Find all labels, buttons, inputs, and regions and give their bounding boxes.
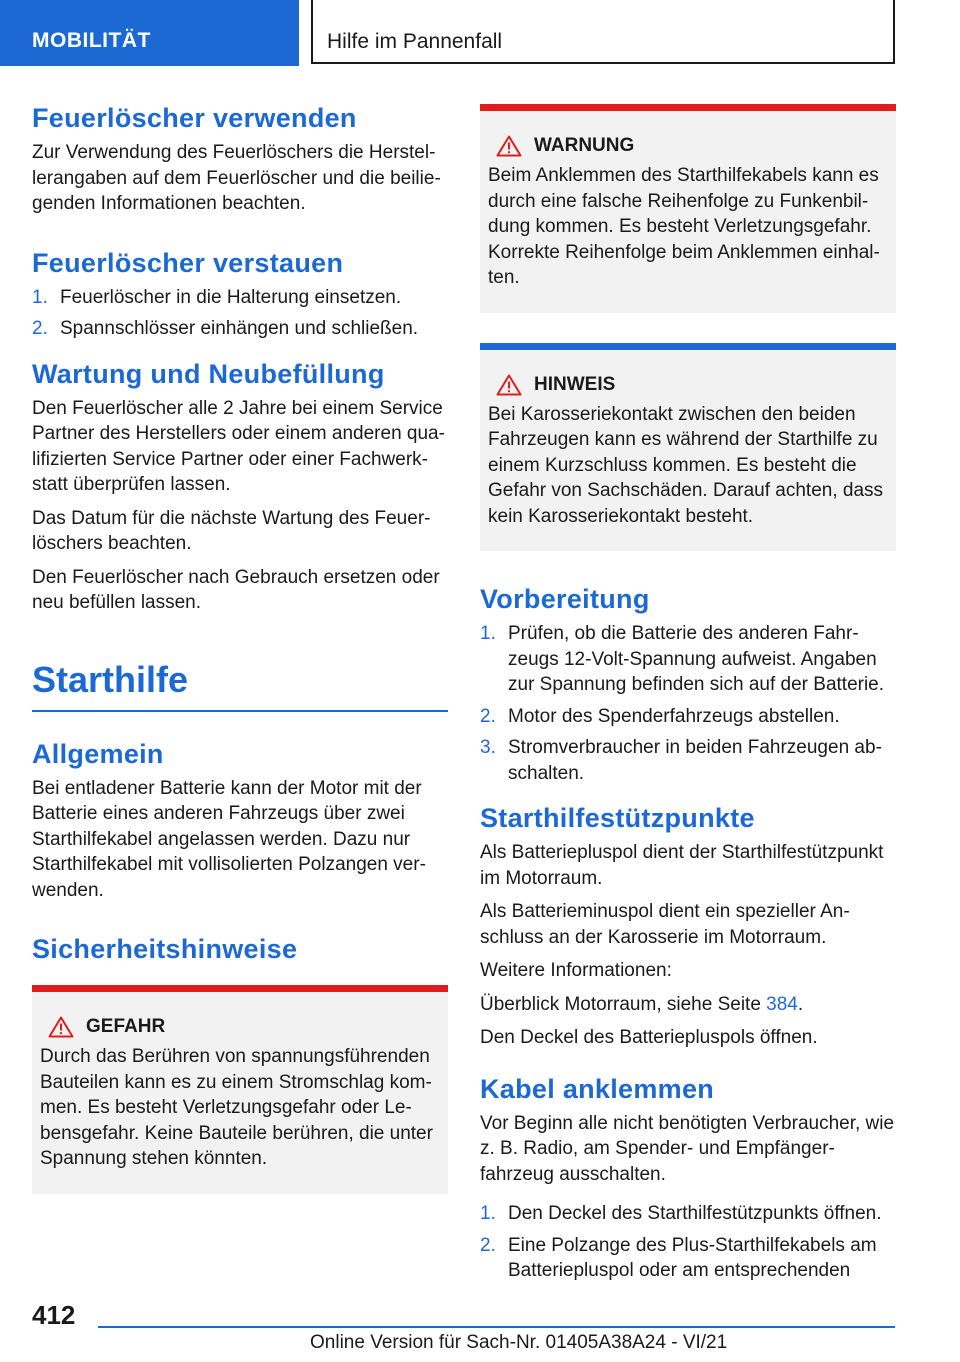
list-item [480, 621, 896, 698]
notice-text: Bei Karosseriekontakt zwischen den beiden Fahrzeugen kann es während der Starthilfe zu einem Kurzschluss kommen. Es besteht die Gefahr von Sachschäden. Darauf achten, dass kein Karosseriekontakt besteht. [488, 403, 884, 527]
left-column [32, 100, 448, 1216]
step-text: Feuerlöscher in die Halterung einsetzen. [60, 286, 402, 308]
heading-feuerloescher-verwenden: Feuerlöscher verwenden [32, 103, 357, 133]
notice-title [488, 374, 886, 396]
paragraph: Den Deckel des Batteriepluspols öffnen. [480, 1027, 818, 1048]
step-text: Eine Polzange des Plus-Starthilfekabels am Batteriepluspol oder am entsprechenden [508, 1234, 877, 1281]
step-number: 1. [480, 1203, 496, 1224]
footer-divider [98, 1326, 895, 1328]
danger-box [32, 985, 448, 1194]
heading-vorbereitung: Vorbereitung [480, 584, 650, 614]
step-text: Stromverbraucher in beiden Fahrzeugen abschalten. [508, 737, 882, 784]
paragraph: Weitere Informationen: [480, 960, 672, 981]
page-number: 412 [32, 1300, 76, 1330]
warning-label: WARNUNG [534, 135, 635, 156]
notice-label: HINWEIS [534, 373, 616, 395]
paragraph: Den Feuerlöscher alle 2 Jahre bei einem Service Partner des Herstellers oder einem anderen qualifizierten Service Partner oder einer Fachwerkstatt überprüfen lassen. [32, 397, 445, 495]
warning-title [488, 135, 886, 157]
list-item [480, 704, 896, 730]
danger-label: GEFAHR [86, 1016, 166, 1037]
steps-list [480, 621, 896, 786]
step-number: 2. [32, 318, 48, 339]
heading-wartung: Wartung und Neubefüllung [32, 358, 385, 389]
chapter-title: Starthilfe [32, 658, 189, 700]
step-number: 2. [480, 1234, 496, 1256]
danger-text: Durch das Berühren von spannungsführenden Bauteilen kann es zu einem Stromschlag kommen. Es besteht Verletzungsgefahr oder Lebensgefahr. Keine Bauteile berühren, die unter Spannung stehen könnten. [40, 1046, 433, 1169]
list-item [480, 735, 896, 786]
step-text: Prüfen, ob die Batterie des anderen Fahrzeugs 12-Volt-Spannung aufweist. Angaben zur Spannung befinden sich auf der Batterie. [508, 623, 885, 695]
reference-text: Überblick Motorraum, siehe Seite [480, 993, 767, 1015]
list-item [32, 285, 448, 311]
warning-triangle-icon [496, 135, 522, 157]
paragraph: Vor Beginn alle nicht benötigten Verbraucher, wie z. B. Radio, am Spender- und Empfängerfahrzeug ausschalten. [480, 1112, 895, 1185]
danger-title [40, 1016, 438, 1038]
steps-list [480, 1201, 896, 1284]
step-number: 1. [32, 286, 48, 308]
heading-starthilfestuetzpunkte: Starthilfestützpunkte [480, 803, 755, 833]
list-item [480, 1233, 896, 1284]
step-number: 3. [480, 737, 496, 758]
page-reference-link[interactable]: 384 [766, 993, 798, 1015]
heading-sicherheitshinweise: Sicherheitshinweise [32, 934, 298, 964]
paragraph: Zur Verwendung des Feuerlöschers die Herstellerangaben auf dem Feuerlöscher und die beiliegenden Informationen beachten. [32, 142, 441, 214]
step-number: 2. [480, 705, 496, 727]
heading-feuerloescher-verstauen: Feuerlöscher verstauen [32, 247, 344, 278]
step-number: 1. [480, 623, 496, 644]
list-item [32, 316, 448, 342]
chapter-title-block [32, 650, 448, 712]
heading-kabel-anklemmen: Kabel anklemmen [480, 1073, 715, 1104]
reference-suffix: . [797, 993, 804, 1015]
paragraph: Bei entladener Batterie kann der Motor mit der Batterie eines anderen Fahrzeugs über zwei Starthilfekabel angelassen werden. Dazu nur Starthilfekabel mit vollisolierten Polzangen verwenden. [32, 777, 426, 901]
paragraph [480, 992, 896, 1018]
list-item [480, 1201, 896, 1227]
warning-box [480, 104, 896, 313]
step-text: Spannschlösser einhängen und schließen. [60, 318, 419, 339]
steps-list [32, 285, 448, 342]
paragraph: Das Datum für die nächste Wartung des Feuerlöschers beachten. [32, 507, 431, 554]
section-tab: MOBILITÄT [0, 0, 299, 66]
step-text: Motor des Spenderfahrzeugs abstellen. [508, 705, 840, 727]
paragraph: Als Batterieminuspol dient ein spezieller Anschluss an der Karosserie im Motorraum. [480, 901, 850, 948]
notice-box [480, 343, 896, 552]
warning-triangle-icon [496, 374, 522, 396]
step-text: Den Deckel des Starthilfestützpunkts öffnen. [508, 1203, 882, 1224]
paragraph: Den Feuerlöscher nach Gebrauch ersetzen oder neu befüllen lassen. [32, 566, 440, 613]
warning-text: Beim Anklemmen des Starthilfekabels kann es durch eine falsche Reihenfolge zu Funkenbildung kommen. Es besteht Verletzungsgefahr. Korrekte Reihenfolge beim Anklemmen einhalten. [488, 165, 880, 288]
warning-triangle-icon [48, 1016, 74, 1038]
paragraph: Als Batteriepluspol dient der Starthilfestützpunkt im Motorraum. [480, 842, 884, 889]
right-column [480, 104, 896, 1298]
heading-allgemein: Allgemein [32, 738, 164, 769]
footer-version-text: Online Version für Sach-Nr. 01405A38A24 - VI/21 [310, 1332, 728, 1353]
chapter-header: Hilfe im Pannenfall [311, 0, 895, 64]
